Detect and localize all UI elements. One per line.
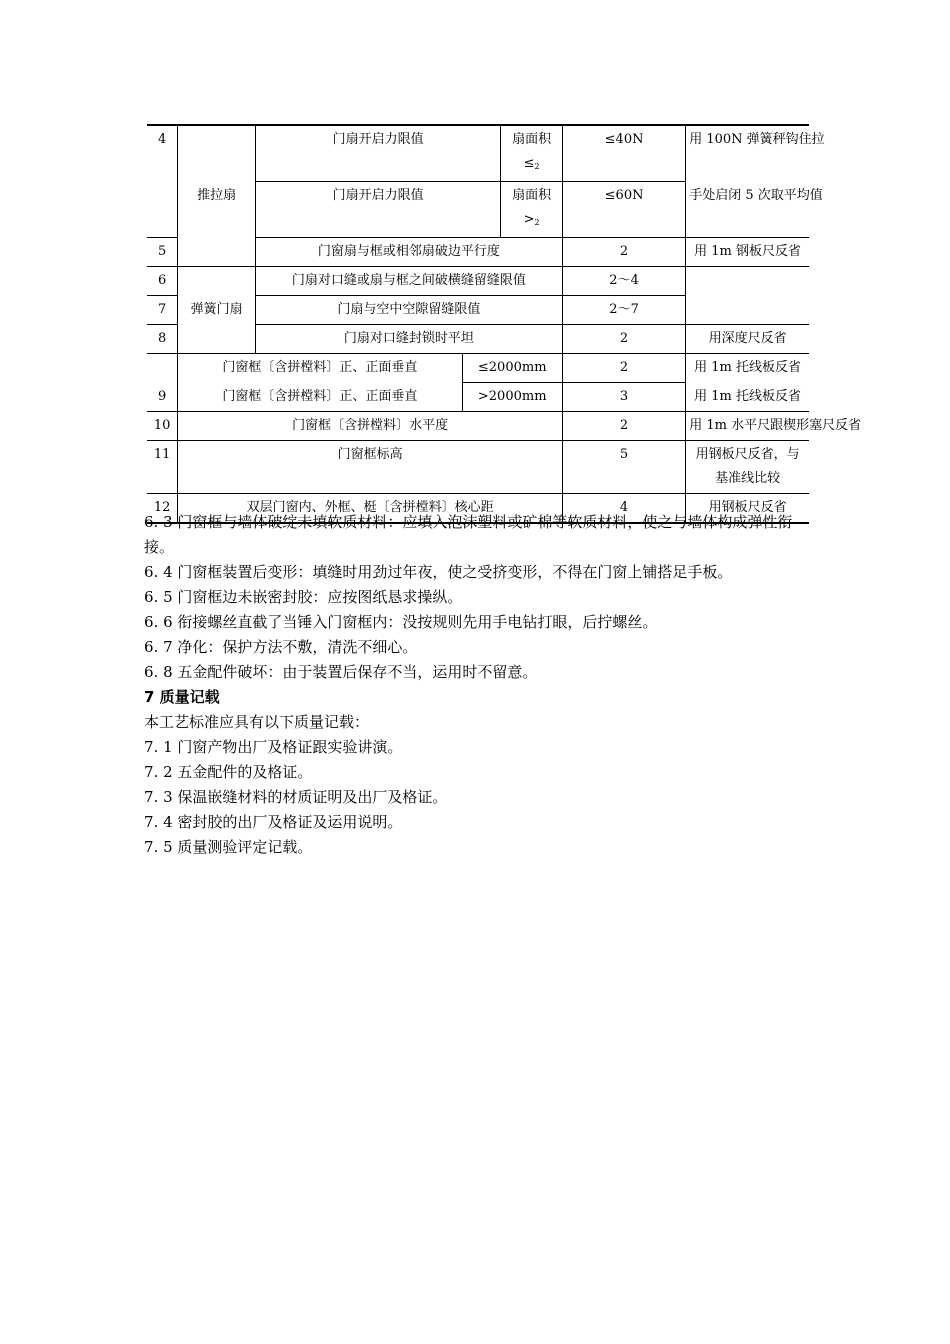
- body-text: [144, 510, 812, 860]
- paragraph-7-3: 7. 3 保温嵌缝材料的材质证明及出厂及格证。: [144, 788, 448, 806]
- method-cell: 用 100N 弹簧秤钩住拉: [686, 125, 809, 182]
- table-row: [147, 125, 809, 182]
- row-number: 8: [147, 325, 178, 354]
- method-cell: 用 1m 托线板反省: [686, 354, 809, 383]
- condition-cell: 扇面积 $\le_2$: [501, 125, 563, 182]
- item-cell: 门扇对口缝或扇与框之间破横缝留缝限值: [255, 267, 562, 296]
- item-cell: 门扇与空中空隙留缝限值: [255, 296, 562, 325]
- value-cell: 3: [562, 383, 685, 412]
- method-cell: 用钢板尺反省: [686, 494, 809, 524]
- item-cell: 门窗扇与框或相邻扇破边平行度: [255, 238, 562, 267]
- row-number: 10: [147, 412, 178, 441]
- paragraph-7-4: 7. 4 密封胶的出厂及格证及运用说明。: [144, 813, 403, 831]
- value-cell: ≤40N: [562, 125, 685, 182]
- value-cell: 2: [562, 354, 685, 383]
- paragraph-6-5: 6. 5 门窗框边未嵌密封胶：应按图纸恳求操纵。: [144, 588, 463, 606]
- value-cell: 2: [562, 412, 685, 441]
- method-cell: 用深度尺反省: [686, 325, 809, 354]
- value-cell: 5: [562, 441, 685, 494]
- row-number: 6: [147, 267, 178, 296]
- item-cell: 门扇对口缝封锁时平坦: [255, 325, 562, 354]
- row-number: 9: [147, 354, 178, 412]
- item-cell: 门扇开启力限值: [255, 125, 500, 182]
- method-cell: 用 1m 钢板尺反省: [686, 238, 809, 267]
- method-cell: 手处启闭 5 次取平均值: [686, 182, 809, 238]
- paragraph-6-8: 6. 8 五金配件破坏：由于装置后保存不当，运用时不留意。: [144, 663, 538, 681]
- category-cell: 推拉扇: [178, 125, 256, 267]
- paragraph-7-1: 7. 1 门窗产物出厂及格证跟实验讲演。: [144, 738, 403, 756]
- value-cell: 2: [562, 325, 685, 354]
- table-row: [147, 267, 809, 296]
- method-cell: 用钢板尺反省，与基准线比较: [686, 441, 809, 494]
- paragraph-6-4: 6. 4 门窗框装置后变形：填缝时用劲过年夜，使之受挤变形，不得在门窗上铺搭足手板。: [144, 563, 733, 581]
- paragraph-7-5: 7. 5 质量测验评定记载。: [144, 838, 313, 856]
- row-number: 12: [147, 494, 178, 524]
- method-cell: 用 1m 托线板反省: [686, 383, 809, 412]
- table-row: [147, 354, 809, 383]
- value-cell: 2: [562, 238, 685, 267]
- item-cell: 门窗框〔含拼樘料〕正、正面垂直: [178, 354, 462, 383]
- paragraph-6-3: 6. 3 门窗框与墙体破绽未填软质材料：应填入泡沫塑料或矿棉等软质材料，使之与墙体构成弹性衔接。: [144, 513, 793, 556]
- table-row: [147, 412, 809, 441]
- value-cell: ≤60N: [562, 182, 685, 238]
- section-intro: 本工艺标准应具有以下质量记载：: [144, 713, 370, 731]
- method-cell: [686, 267, 809, 325]
- item-cell: 门窗框标高: [178, 441, 563, 494]
- table-row: [147, 383, 809, 412]
- value-cell: 2～4: [562, 267, 685, 296]
- category-cell: 弹簧门扇: [178, 267, 256, 354]
- paragraph-6-7: 6. 7 净化：保护方法不敷，清洗不细心。: [144, 638, 418, 656]
- item-cell: 门窗框〔含拼樘料〕正、正面垂直: [178, 383, 462, 412]
- item-cell: 门窗框〔含拼樘料〕水平度: [178, 412, 563, 441]
- value-cell: 2～7: [562, 296, 685, 325]
- paragraph-7-2: 7. 2 五金配件的及格证。: [144, 763, 313, 781]
- item-cell: 门扇开启力限值: [255, 182, 500, 238]
- item-cell: 双层门窗内、外框、梃〔含拼樘料〕核心距: [178, 494, 563, 524]
- section-heading-7: 7 质量记载: [144, 688, 220, 706]
- condition-cell: ≤2000mm: [462, 354, 562, 383]
- row-number: 4: [147, 125, 178, 238]
- paragraph-6-6: 6. 6 衔接螺丝直截了当锤入门窗框内：没按规则先用手电钻打眼，后拧螺丝。: [144, 613, 658, 631]
- table-row: [147, 441, 809, 494]
- condition-cell: 扇面积 $>_2$: [501, 182, 563, 238]
- row-number: 11: [147, 441, 178, 494]
- condition-cell: >2000mm: [462, 383, 562, 412]
- row-number: 5: [147, 238, 178, 267]
- value-cell: 4: [562, 494, 685, 524]
- inspection-table: [147, 124, 862, 524]
- method-cell: 用 1m 水平尺跟楔形塞尺反省: [686, 412, 809, 441]
- row-number: 7: [147, 296, 178, 325]
